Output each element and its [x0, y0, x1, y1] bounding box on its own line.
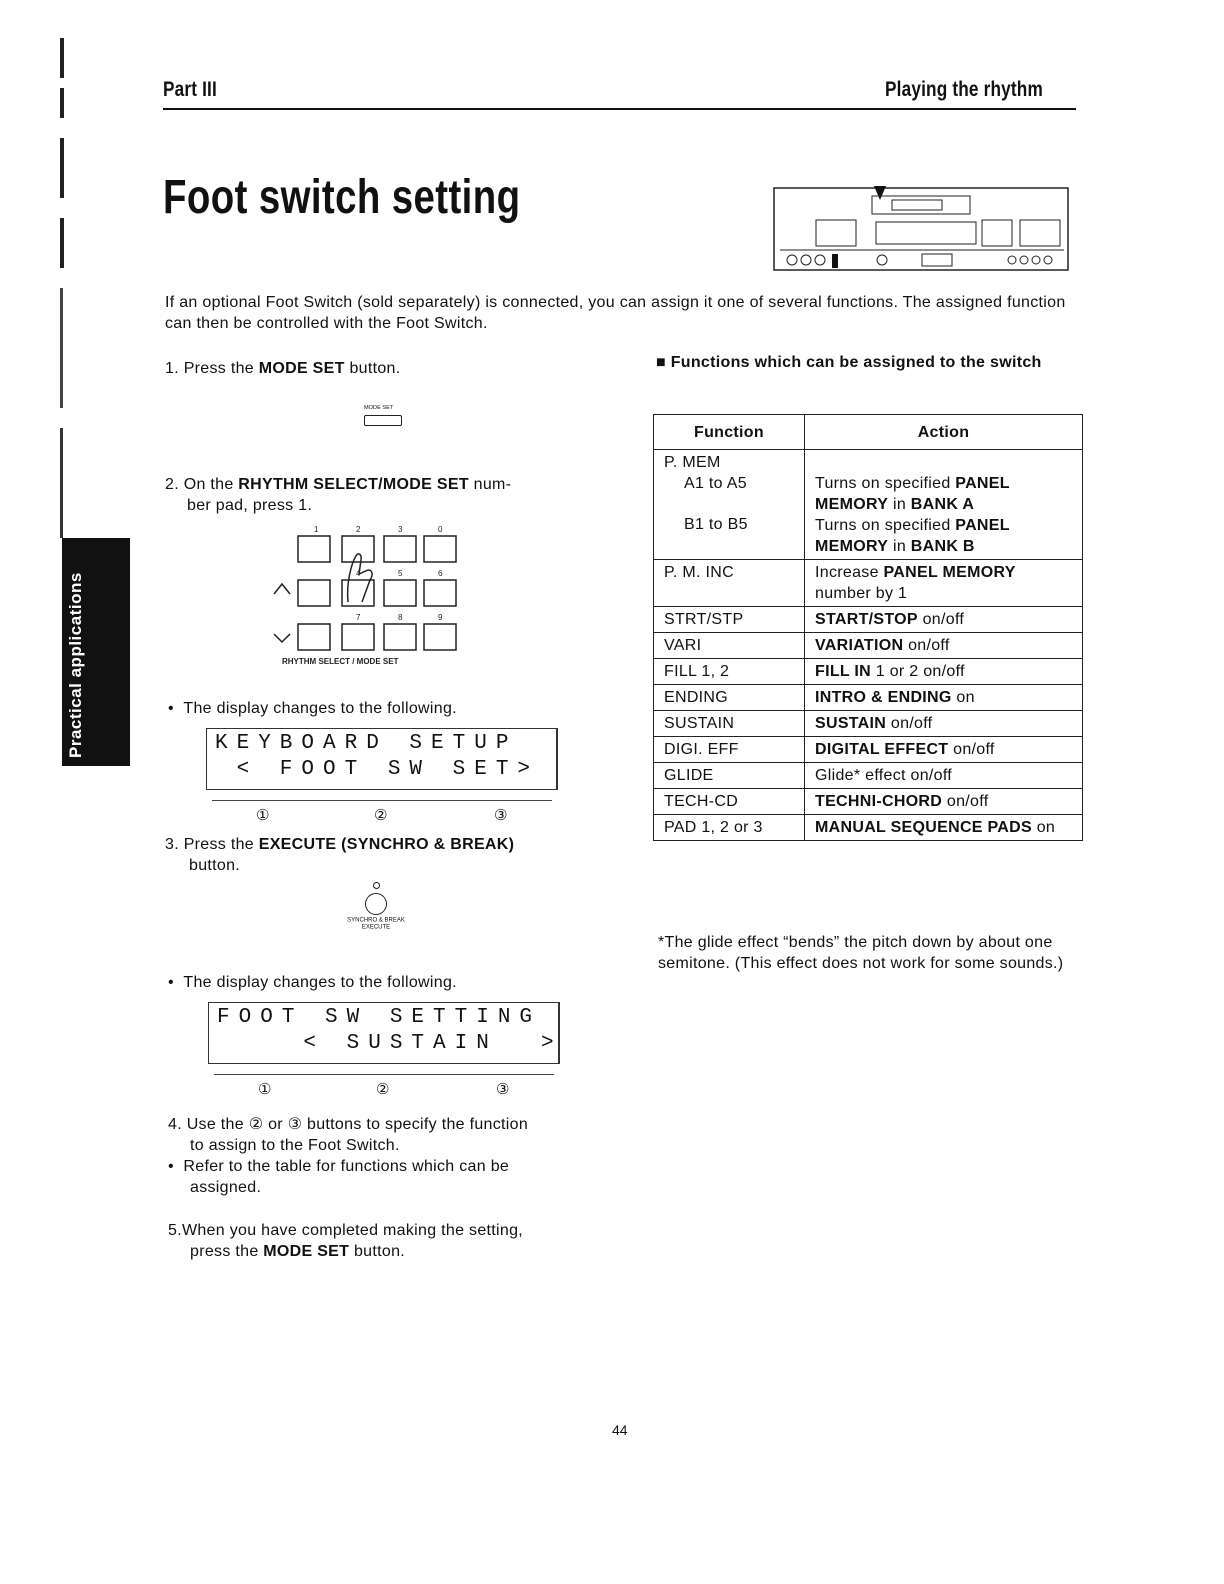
table-header-row — [654, 415, 1083, 450]
scan-edge-marks — [60, 28, 65, 548]
bullet-icon: • — [168, 974, 184, 991]
display-button-3: ③ — [496, 1081, 510, 1098]
action-text: in — [888, 496, 911, 513]
action-text: on/off — [903, 637, 950, 654]
pad-number-8: 8 — [398, 613, 403, 622]
step-2-bold: RHYTHM SELECT/MODE SET — [238, 476, 469, 493]
action-cell — [805, 450, 1083, 560]
step-5-text: press the — [190, 1243, 264, 1260]
action-bold: BANK A — [910, 496, 975, 513]
function-cell: ENDING — [654, 685, 805, 711]
step-4-line-1: Use the ② or ③ buttons to specify the function — [186, 1116, 529, 1133]
display-note-2 — [168, 972, 457, 993]
step-4-number: 4. — [168, 1116, 182, 1133]
action-cell — [805, 607, 1083, 633]
action-cell — [805, 763, 1083, 789]
table-row — [654, 763, 1083, 789]
step-3-line-2: button. — [189, 857, 241, 874]
lcd-display-2 — [208, 1002, 563, 1064]
function-cell: GLIDE — [654, 763, 805, 789]
action-text: Turns on specified — [815, 517, 956, 534]
action-cell — [805, 737, 1083, 763]
column-header-function: Function — [654, 415, 805, 450]
action-text: Turns on specified — [815, 475, 956, 492]
step-3-bold: EXECUTE (SYNCHRO & BREAK) — [258, 836, 515, 853]
display-note-2-text: The display changes to the following. — [183, 974, 457, 991]
action-text: Increase — [815, 564, 884, 581]
pad-number-3: 3 — [398, 525, 403, 534]
action-bold: PANEL MEMORY — [815, 517, 1010, 555]
column-header-action: Action — [805, 415, 1083, 450]
action-text: Glide* effect on/off — [815, 767, 953, 784]
function-cell: DIGI. EFF — [654, 737, 805, 763]
display-button-1: ① — [256, 807, 270, 824]
functions-heading: ■ Functions which can be assigned to the switch — [656, 354, 1042, 371]
display-note-1-text: The display changes to the following. — [183, 700, 457, 717]
display-note-1 — [168, 698, 457, 719]
lcd-1-line-2: < FOOT SW SET> — [215, 758, 540, 781]
function-b1-b5: B1 to B5 — [684, 516, 748, 533]
table-row — [654, 685, 1083, 711]
action-bold: INTRO & ENDING — [815, 689, 952, 706]
number-pad-figure — [262, 522, 502, 672]
action-cell — [805, 711, 1083, 737]
function-p-mem: P. MEM — [664, 454, 721, 471]
lcd-2-button-rule — [214, 1074, 554, 1075]
step-2-number: 2. — [165, 476, 179, 493]
section-label: Playing the rhythm — [885, 78, 1043, 101]
header-rule — [163, 108, 1076, 110]
pad-number-4: 4 — [356, 569, 361, 578]
function-a1-a5: A1 to A5 — [684, 475, 747, 492]
action-text: on — [1031, 819, 1056, 836]
action-cell — [805, 560, 1083, 607]
display-button-2: ② — [376, 1081, 390, 1098]
lcd-1-line-1: KEYBOARD SETUP — [215, 732, 518, 755]
pad-label: RHYTHM SELECT / MODE SET — [282, 657, 399, 666]
function-cell: SUSTAIN — [654, 711, 805, 737]
action-text: on/off — [917, 611, 965, 628]
action-bold: MANUAL SEQUENCE PADS — [815, 819, 1032, 836]
action-bold: BANK B — [910, 538, 975, 555]
step-5 — [168, 1220, 608, 1262]
bullet-icon: • — [168, 700, 184, 717]
table-row — [654, 633, 1083, 659]
action-cell — [805, 815, 1083, 841]
pad-number-9: 9 — [438, 613, 443, 622]
step-1-bold: MODE SET — [258, 360, 345, 377]
pad-number-0: 0 — [438, 525, 443, 534]
side-tab — [62, 538, 130, 766]
bullet-icon: • — [168, 1158, 184, 1175]
mode-set-button-icon — [364, 415, 402, 426]
action-text: on/off — [942, 793, 989, 810]
control-panel-illustration — [772, 186, 1072, 272]
page-title: Foot switch setting — [163, 171, 521, 224]
step-5-text-end: button. — [349, 1243, 406, 1260]
action-text: number by 1 — [815, 585, 908, 602]
pad-number-1: 1 — [314, 525, 319, 534]
function-cell: STRT/STP — [654, 607, 805, 633]
step-5-bold: MODE SET — [263, 1243, 350, 1260]
action-text: in — [888, 538, 911, 555]
display-button-3: ③ — [494, 807, 508, 824]
step-1-text-end: button. — [344, 360, 401, 377]
table-row — [654, 789, 1083, 815]
table-row — [654, 815, 1083, 841]
step-2-line-2: ber pad, press 1. — [187, 497, 313, 514]
lcd-2-line-2: < SUSTAIN > — [217, 1032, 563, 1055]
action-bold: VARIATION — [815, 637, 904, 654]
execute-button-figure — [336, 882, 416, 931]
functions-table — [653, 414, 1083, 841]
mode-set-label: MODE SET — [364, 404, 394, 411]
pad-number-2: 2 — [356, 525, 361, 534]
action-cell — [805, 659, 1083, 685]
table-row — [654, 737, 1083, 763]
execute-label-2: EXECUTE — [361, 923, 391, 930]
action-bold: FILL IN — [815, 663, 872, 680]
step-1-text: Press the — [183, 360, 259, 377]
step-4-line-2: to assign to the Foot Switch. — [190, 1137, 400, 1154]
step-1 — [165, 358, 400, 379]
action-bold: TECHNI-CHORD — [815, 793, 943, 810]
step-3-number: 3. — [165, 836, 179, 853]
action-bold: DIGITAL EFFECT — [815, 741, 949, 758]
pad-number-5: 5 — [398, 569, 403, 578]
action-text: 1 or 2 on/off — [871, 663, 965, 680]
function-cell: VARI — [654, 633, 805, 659]
function-cell: FILL 1, 2 — [654, 659, 805, 685]
part-label: Part III — [163, 78, 217, 101]
lcd-1-button-rule — [212, 800, 552, 801]
step-2 — [165, 474, 605, 516]
step-4 — [168, 1114, 608, 1198]
table-row — [654, 659, 1083, 685]
execute-led-icon — [373, 882, 380, 889]
step-4-bullet-2: assigned. — [190, 1179, 262, 1196]
action-cell — [805, 789, 1083, 815]
step-5-number: 5. — [168, 1222, 182, 1239]
function-cell: TECH-CD — [654, 789, 805, 815]
pad-number-6: 6 — [438, 569, 443, 578]
step-3-text: Press the — [183, 836, 259, 853]
action-text: on/off — [948, 741, 995, 758]
action-text: on/off — [886, 715, 933, 732]
table-row — [654, 711, 1083, 737]
step-1-number: 1. — [165, 360, 179, 377]
side-tab-label: Practical applications — [66, 572, 85, 758]
lcd-2-line-1: FOOT SW SETTING — [217, 1006, 542, 1029]
step-3 — [165, 834, 605, 876]
step-2-text-end: num- — [468, 476, 512, 493]
action-bold: PANEL MEMORY — [815, 475, 1010, 513]
table-row — [654, 450, 1083, 560]
action-bold: SUSTAIN — [815, 715, 887, 732]
action-bold: PANEL MEMORY — [883, 564, 1016, 581]
action-bold: START/STOP — [815, 611, 918, 628]
action-cell — [805, 685, 1083, 711]
action-cell — [805, 633, 1083, 659]
function-cell: PAD 1, 2 or 3 — [654, 815, 805, 841]
table-row — [654, 607, 1083, 633]
execute-label-1: SYNCHRO & BREAK — [347, 916, 405, 923]
action-text: on — [951, 689, 975, 706]
execute-button-icon — [365, 893, 387, 915]
intro-paragraph: If an optional Foot Switch (sold separately) is connected, you can assign it one of several functions. The assigned function can then be controlled with the Foot Switch. — [165, 294, 1066, 332]
lcd-display-1 — [206, 728, 558, 790]
step-5-line-1: When you have completed making the setting, — [181, 1222, 524, 1239]
function-cell: P. M. INC — [654, 560, 805, 607]
glide-footnote: *The glide effect “bends” the pitch down by about one semitone. (This effect does not work for some sounds.) — [658, 934, 1064, 972]
function-cell — [654, 450, 805, 560]
display-button-2: ② — [374, 807, 388, 824]
step-4-bullet-1: Refer to the table for functions which can be — [183, 1158, 510, 1175]
page-number: 44 — [612, 1422, 628, 1438]
display-button-1: ① — [258, 1081, 272, 1098]
mode-set-button-figure — [364, 404, 406, 426]
table-row — [654, 560, 1083, 607]
step-2-text: On the — [183, 476, 239, 493]
pad-number-7: 7 — [356, 613, 361, 622]
